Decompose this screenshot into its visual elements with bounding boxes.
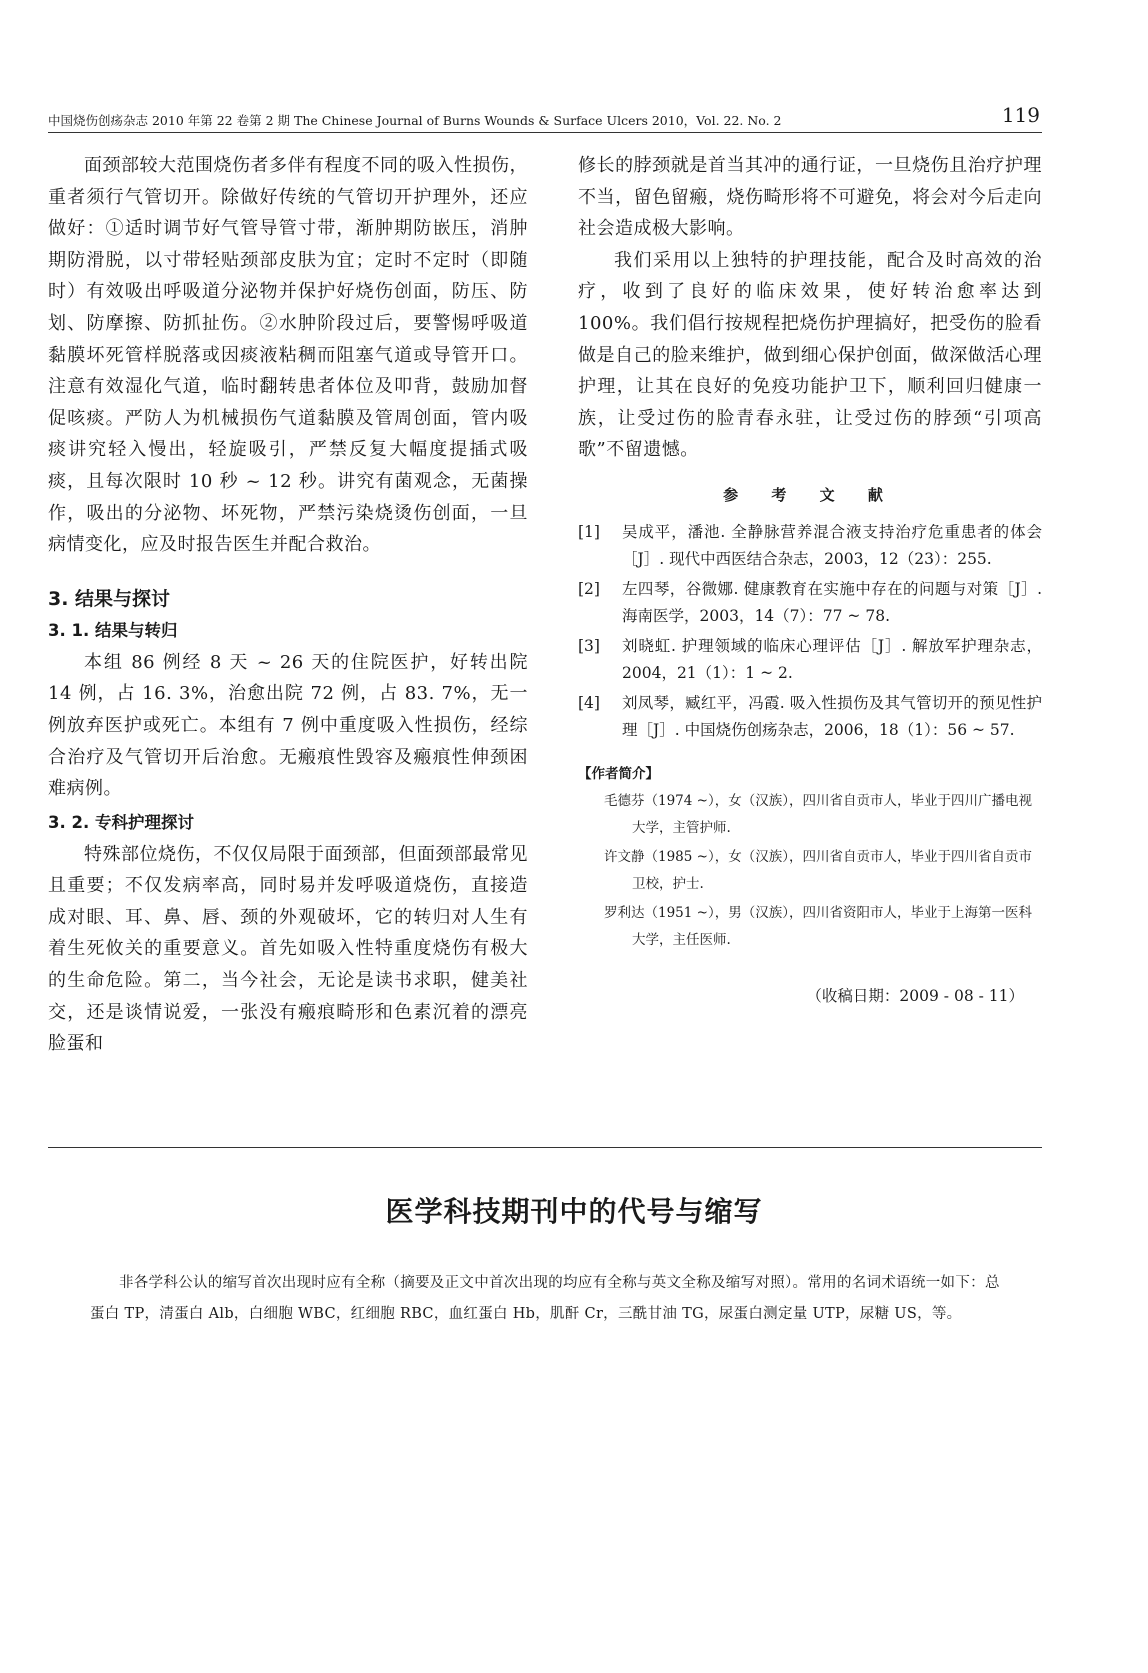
reference-item (578, 633, 1042, 687)
reference-number: [4] (578, 693, 600, 712)
author-bio-heading: 【作者简介】 (578, 765, 659, 782)
subsection-3-1-title: 3. 1. 结果与转归 (48, 620, 178, 640)
running-header (48, 103, 1042, 135)
discussion-paragraph: 特殊部位烧伤，不仅仅局限于面颈部，但面颈部最常见且重要；不仅发病率高，同时易并发呼吸道烧伤，直接造成对眼、耳、鼻、唇、颈的外观破坏，它的转归对人生有着生死攸关的重要意义。首先如吸入性特重度烧伤有极大的生命危险。第二，当今社会，无论是读书求职，健美社交，还是谈情说爱，一张没有瘢痕畸形和色素沉着的漂亮脸蛋和 (48, 843, 528, 1055)
reference-number: [1] (578, 522, 600, 541)
reference-item (578, 519, 1042, 573)
author-bio: 许文静（1985 ~），女（汉族），四川省自贡市人，毕业于四川省自贡市卫校，护士. (604, 848, 1032, 892)
header-rule (48, 132, 1042, 133)
reference-list (578, 519, 1042, 744)
tracheotomy-care-paragraph: 面颈部较大范围烧伤者多伴有程度不同的吸入性损伤，重者须行气管切开。除做好传统的气管切开护理外，还应做好：①适时调节好气管导管寸带，渐肿期防嵌压，消肿期防滑脱，以寸带轻贴颈部皮肤为宜；定时不定时（即随时）有效吸出呼吸道分泌物并保护好烧伤创面，防压、防划、防摩擦、防抓扯伤。②水肿阶段过后，要警惕呼吸道黏膜坏死管样脱落或因痰液粘稠而阻塞气道或导管开口。注意有效湿化气道，临时翻转患者体位及叩背，鼓励加督促咳痰。严防人为机械损伤气道黏膜及管周创面，管内吸痰讲究轻入慢出，轻旋吸引，严禁反复大幅度提插式吸痰，且每次限时 10 秒 ~ 12 秒。讲究有菌观念，无菌操作，吸出的分泌物、坏死物，严禁污染烧烫伤创面，一旦病情变化，应及时报告医生并配合救治。 (48, 155, 528, 556)
journal-citation: 中国烧伤创疡杂志 2010 年第 22 卷第 2 期 The Chinese Journal of Burns Wounds & Surface Ulcers 2010，Vol. 22. No. 2 (48, 113, 782, 128)
reference-text: 吴成平，潘池. 全静脉营养混合液支持治疗危重患者的体会［J］. 现代中西医结合杂志，2003，12（23）：255. (622, 522, 1042, 568)
reference-item (578, 690, 1042, 744)
conclusion-paragraph: 我们采用以上独特的护理技能，配合及时高效的治疗，收到了良好的临床效果，使好转治愈率达到 100%。我们倡行按规程把烧伤护理搞好，把受伤的脸看做是自己的脸来维护，做到细心保护创面，做深做活心理护理，让其在良好的免疫功能护卫下，顺利回归健康一族，让受过伤的脸青春永驻，让受过伤的脖颈“引项高歌”不留遗憾。 (578, 249, 1042, 461)
section-3-title: 3. 结果与探讨 (48, 587, 171, 610)
received-date: （收稿日期：2009 - 08 - 11） (806, 986, 1024, 1005)
subsection-3-2-title: 3. 2. 专科护理探讨 (48, 812, 194, 832)
reference-number: [3] (578, 636, 600, 655)
author-bio: 罗利达（1951 ~），男（汉族），四川省资阳市人，毕业于上海第一医科大学，主任医师. (604, 904, 1032, 948)
discussion-continued-paragraph: 修长的脖颈就是首当其冲的通行证，一旦烧伤且治疗护理不当，留色留瘢，烧伤畸形将不可避免，将会对今后走向社会造成极大影响。 (578, 155, 1042, 240)
reference-item (578, 576, 1042, 630)
section-divider (48, 1147, 1042, 1148)
references-heading: 参 考 文 献 (723, 485, 897, 504)
notice-title: 医学科技期刊中的代号与缩写 (385, 1195, 763, 1228)
left-column (48, 150, 528, 1060)
reference-number: [2] (578, 579, 600, 598)
notice-body: 非各学科公认的缩写首次出现时应有全称（摘要及正文中首次出现的均应有全称与英文全称及缩写对照）。常用的名词术语统一如下：总蛋白 TP，清蛋白 Alb，白细胞 WBC，红细胞 RBC，血红蛋白 Hb，肌酐 Cr，三酰甘油 TG，尿蛋白测定量 UTP，尿糖 US，等。 (90, 1275, 1000, 1322)
reference-text: 刘凤琴，臧红平，冯霞. 吸入性损伤及其气管切开的预见性护理［J］. 中国烧伤创疡杂志，2006，18（1）：56 ~ 57. (622, 693, 1042, 739)
author-bio: 毛德芬（1974 ~），女（汉族），四川省自贡市人，毕业于四川广播电视大学，主管护师. (604, 792, 1032, 836)
page-number: 119 (1001, 103, 1040, 127)
right-column (578, 150, 1042, 1006)
reference-text: 刘晓虹. 护理领域的临床心理评估［J］. 解放军护理杂志，2004，21（1）：1 ~ 2. (622, 636, 1042, 682)
results-paragraph: 本组 86 例经 8 天 ~ 26 天的住院医护，好转出院 14 例，占 16. 3%，治愈出院 72 例，占 83. 7%，无一例放弃医护或死亡。本组有 7 例中重度吸入性损伤，经综合治疗及气管切开后治愈。无瘢痕性毁容及瘢痕性伸颈困难病例。 (48, 651, 528, 800)
reference-text: 左四琴，谷微娜. 健康教育在实施中存在的问题与对策［J］. 海南医学，2003，14（7）：77 ~ 78. (622, 579, 1042, 625)
